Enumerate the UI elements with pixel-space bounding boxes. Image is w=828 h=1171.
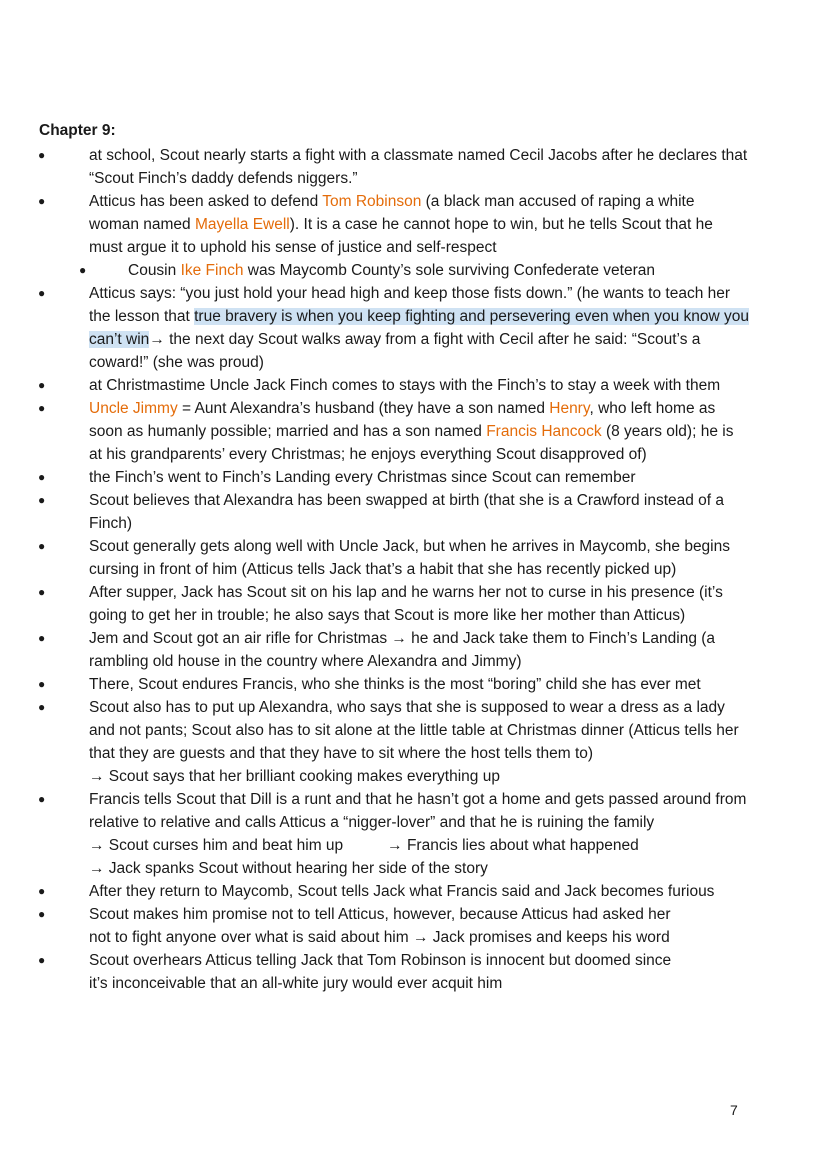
text-line: [89, 581, 804, 604]
text-segment: it’s inconceivable that an all-white jury would ever acquit him: [89, 975, 503, 992]
text-segment: (a black man accused of raping a white: [421, 193, 695, 210]
text-line: [89, 811, 804, 834]
text-line: [89, 765, 804, 788]
text-segment: Scout believes that Alexandra has been swapped at birth (that she is a Crawford instead of a: [89, 492, 725, 509]
text-segment: → the next day Scout walks away from a fight with Cecil after he said: “Scout’s a: [149, 331, 701, 348]
highlighted-text: can’t win: [89, 331, 150, 348]
bullet-icon: ●: [38, 677, 46, 691]
bullet-icon: ●: [38, 792, 46, 806]
text-segment: After supper, Jack has Scout sit on his lap and he warns her not to curse in his presence (it’s: [89, 584, 723, 601]
text-line: [89, 857, 804, 880]
list-item: [0, 673, 828, 696]
text-segment: woman named: [89, 216, 195, 233]
text-line: [89, 558, 804, 581]
bullet-icon: ●: [38, 539, 46, 553]
bullet-icon: ●: [38, 700, 46, 714]
text-segment: coward!” (she was proud): [89, 354, 264, 371]
highlighted-text: true bravery is when you keep fighting and persevering even when you know you: [194, 308, 750, 325]
text-line: [89, 466, 804, 489]
text-line: [89, 903, 804, 926]
text-segment: = Aunt Alexandra’s husband (they have a son named: [177, 400, 550, 417]
text-segment: Scout generally gets along well with Uncle Jack, but when he arrives in Maycomb, she begins: [89, 538, 730, 555]
text-line: [89, 535, 804, 558]
page-number: 7: [730, 1102, 738, 1118]
list-item: [0, 903, 828, 949]
text-line: [128, 259, 804, 282]
list-item: [0, 397, 828, 466]
text-line: [89, 213, 804, 236]
sub-list-item: [0, 259, 828, 282]
bullet-icon: ●: [38, 884, 46, 898]
text-segment: Scout also has to put up Alexandra, who says that she is supposed to wear a dress as a lady: [89, 699, 725, 716]
text-segment: → Scout curses him and beat him up: [89, 837, 344, 854]
text-line: [89, 972, 804, 995]
text-segment: going to get her in trouble; he also says that Scout is more like her mother than Atticus): [89, 607, 686, 624]
list-item: [0, 627, 828, 673]
list-item: [0, 788, 828, 880]
text-line: [89, 351, 804, 374]
text-segment: → Jack spanks Scout without hearing her side of the story: [89, 860, 488, 877]
bullet-icon: ●: [79, 263, 87, 277]
character-name: Tom Robinson: [322, 193, 422, 210]
list-item: [0, 374, 828, 397]
text-segment: Finch): [89, 515, 133, 532]
text-segment: (8 years old); he is: [601, 423, 734, 440]
text-segment: Scout makes him promise not to tell Atticus, however, because Atticus had asked her: [89, 906, 671, 923]
list-item: [0, 144, 828, 190]
text-line: [89, 604, 804, 627]
text-segment: that they are guests and that they have to sit where the host tells them to): [89, 745, 594, 762]
text-segment: not to fight anyone over what is said about him → Jack promises and keeps his word: [89, 929, 670, 946]
list-item: [0, 282, 828, 374]
text-segment: Francis tells Scout that Dill is a runt and that he hasn’t got a home and gets passed around from: [89, 791, 747, 808]
text-line: [89, 190, 804, 213]
bullet-icon: ●: [38, 631, 46, 645]
text-segment: → Francis lies about what happened: [387, 837, 639, 854]
list-item: [0, 581, 828, 627]
text-segment: ). It is a case he cannot hope to win, but he tells Scout that he: [289, 216, 713, 233]
text-segment: relative to relative and calls Atticus a “nigger-lover” and that he is ruining the family: [89, 814, 655, 831]
text-line: [89, 305, 804, 328]
bullet-icon: ●: [38, 194, 46, 208]
character-name: Francis Hancock: [486, 423, 602, 440]
text-line: [89, 397, 804, 420]
text-segment: must argue it to uphold his sense of justice and self-respect: [89, 239, 497, 256]
text-line: [89, 696, 804, 719]
text-line: [89, 328, 804, 351]
list-item: [0, 190, 828, 259]
text-segment: and not pants; Scout also has to sit alone at the little table at Christmas dinner (Atticus tells her: [89, 722, 739, 739]
list-item: [0, 535, 828, 581]
text-line: [89, 949, 804, 972]
character-name: Ike Finch: [180, 262, 244, 279]
text-line: [89, 374, 804, 397]
text-segment: Atticus says: “you just hold your head high and keep those fists down.” (he wants to teach her: [89, 285, 731, 302]
text-line: [89, 420, 804, 443]
bullet-icon: ●: [38, 378, 46, 392]
text-line: [89, 443, 804, 466]
list-item: [0, 489, 828, 535]
text-segment: soon as humanly possible; married and has a son named: [89, 423, 487, 440]
text-segment: → Scout says that her brilliant cooking makes everything up: [89, 768, 500, 785]
text-line: [89, 512, 804, 535]
bullet-icon: ●: [38, 493, 46, 507]
text-segment: , who left home as: [589, 400, 716, 417]
text-line: [89, 489, 804, 512]
text-line: [89, 880, 804, 903]
text-line: [89, 926, 804, 949]
list-item: [0, 696, 828, 788]
text-line: [89, 144, 804, 167]
bullet-icon: ●: [38, 585, 46, 599]
text-line: [89, 650, 804, 673]
text-line: [89, 834, 804, 857]
text-line: [89, 673, 804, 696]
text-segment: “Scout Finch’s daddy defends niggers.”: [89, 170, 358, 187]
text-line: [89, 236, 804, 259]
text-segment: the Finch’s went to Finch’s Landing every Christmas since Scout can remember: [89, 469, 636, 486]
bullet-icon: ●: [38, 953, 46, 967]
text-segment: Scout overhears Atticus telling Jack that Tom Robinson is innocent but doomed since: [89, 952, 672, 969]
text-segment: the lesson that: [89, 308, 195, 325]
text-segment: at school, Scout nearly starts a fight with a classmate named Cecil Jacobs after he declares that: [89, 147, 748, 164]
list-item: [0, 880, 828, 903]
character-name: Uncle Jimmy: [89, 400, 178, 417]
text-segment: Cousin: [128, 262, 181, 279]
list-item: [0, 466, 828, 489]
text-segment: rambling old house in the country where Alexandra and Jimmy): [89, 653, 522, 670]
bullet-icon: ●: [38, 148, 46, 162]
text-line: [89, 282, 804, 305]
character-name: Henry: [549, 400, 590, 417]
chapter-title: Chapter 9:: [39, 122, 116, 139]
text-segment: After they return to Maycomb, Scout tells Jack what Francis said and Jack becomes furious: [89, 883, 715, 900]
text-segment: at Christmastime Uncle Jack Finch comes to stays with the Finch’s to stay a week with them: [89, 377, 721, 394]
bullet-icon: ●: [38, 401, 46, 415]
text-line: [89, 627, 804, 650]
bullet-icon: ●: [38, 470, 46, 484]
text-segment: at his grandparents’ every Christmas; he enjoys everything Scout disapproved of): [89, 446, 647, 463]
chapter-notes-list: [0, 144, 828, 995]
text-segment: was Maycomb County’s sole surviving Confederate veteran: [243, 262, 655, 279]
character-name: Mayella Ewell: [194, 216, 290, 233]
text-line: [89, 788, 804, 811]
text-segment: cursing in front of him (Atticus tells Jack that’s a habit that she has recently picked up): [89, 561, 677, 578]
list-item: [0, 949, 828, 995]
text-line: [89, 742, 804, 765]
text-line: [89, 719, 804, 742]
bullet-icon: ●: [38, 907, 46, 921]
text-segment: Atticus has been asked to defend: [89, 193, 323, 210]
bullet-icon: ●: [38, 286, 46, 300]
text-line: [89, 167, 804, 190]
text-segment: There, Scout endures Francis, who she thinks is the most “boring” child she has ever met: [89, 676, 701, 693]
text-segment: Jem and Scout got an air rifle for Christmas → he and Jack take them to Finch’s Landing (a: [89, 630, 716, 647]
